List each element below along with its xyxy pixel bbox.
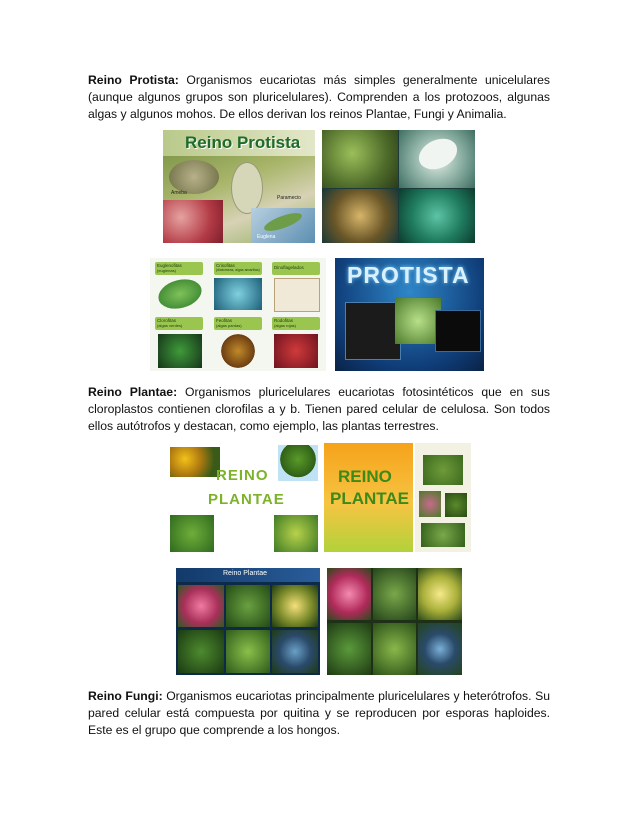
paragraph-fungi [88, 688, 550, 739]
label-euglena: Euglena [257, 234, 276, 240]
text-plantae: Organismos pluricelulares eucariotas fotosintéticos que en sus cloroplastos contienen clorofilas a y b. Tienen pared celular de celulosa. Son todos ellos autótrofos y destacan, como ejemplo, las plantas terrestres. [88, 385, 550, 433]
group-clorofitas: Clorofitas [157, 318, 177, 323]
text-fungi: Organismos eucariotas principalmente pluricelulares y heterótrofos. Su pared celular está compuesta por quitina y se reproducen por esporas haploides. Este es el grupo que comprende a los hongos. [88, 689, 550, 737]
plantae-orange-line1: REINO [338, 467, 392, 486]
label-paramecio: Paramecio [277, 195, 301, 201]
plantae-orange-image [324, 443, 413, 552]
plantae-title-line2: PLANTAE [208, 491, 285, 508]
group-euglenofitas: Euglenofitas [157, 263, 182, 268]
group-crisofitas: Crisofitas [216, 263, 235, 268]
text-protista: Organismos eucariotas más simples generalmente unicelulares (aunque algunos grupos son pluricelulares). Comprenden a los protozoos, algunas algas y algunos mohos. De ellos derivan los reinos Plantae, Fungi y Animalia. [88, 73, 550, 121]
plantae-classification-image [415, 443, 471, 552]
protista-collage-image [163, 130, 315, 243]
group-euglenofitas-sub: (euglenas) [157, 268, 176, 273]
protista-poster-image [335, 258, 484, 371]
paragraph-protista [88, 72, 550, 123]
heading-plantae: Reino Plantae: [88, 385, 178, 399]
plantae-orange-line2: PLANTAE [330, 489, 410, 508]
protista-groups-image [150, 258, 326, 371]
group-feofitas: Feofitas [216, 318, 233, 323]
plantae-photos-image [327, 568, 462, 675]
group-dinoflagelados: Dinoflagelados [274, 265, 304, 270]
label-ameba: Ameba [171, 190, 187, 196]
paragraph-plantae [88, 384, 550, 435]
group-feofitas-sub: (algas pardas) [216, 323, 242, 328]
protista-microphotos-image [322, 130, 475, 243]
plantae-title-image [170, 443, 318, 552]
protista-poster-title: PROTISTA [347, 262, 470, 288]
plantae-collage-title: Reino Plantae [223, 570, 267, 577]
group-clorofitas-sub: (algas verdes) [157, 323, 183, 328]
plantae-collage-image [176, 568, 320, 675]
group-crisofitas-sub: (diatomeas, algas amarillas) [216, 268, 260, 272]
group-rodofitas: Rodofitas [274, 318, 294, 323]
group-rodofitas-sub: (algas rojas) [274, 323, 297, 328]
protista-collage-title: Reino Protista [185, 133, 301, 152]
heading-protista: Reino Protista: [88, 73, 179, 87]
heading-fungi: Reino Fungi: [88, 689, 163, 703]
plantae-title-line1: REINO [216, 467, 269, 484]
